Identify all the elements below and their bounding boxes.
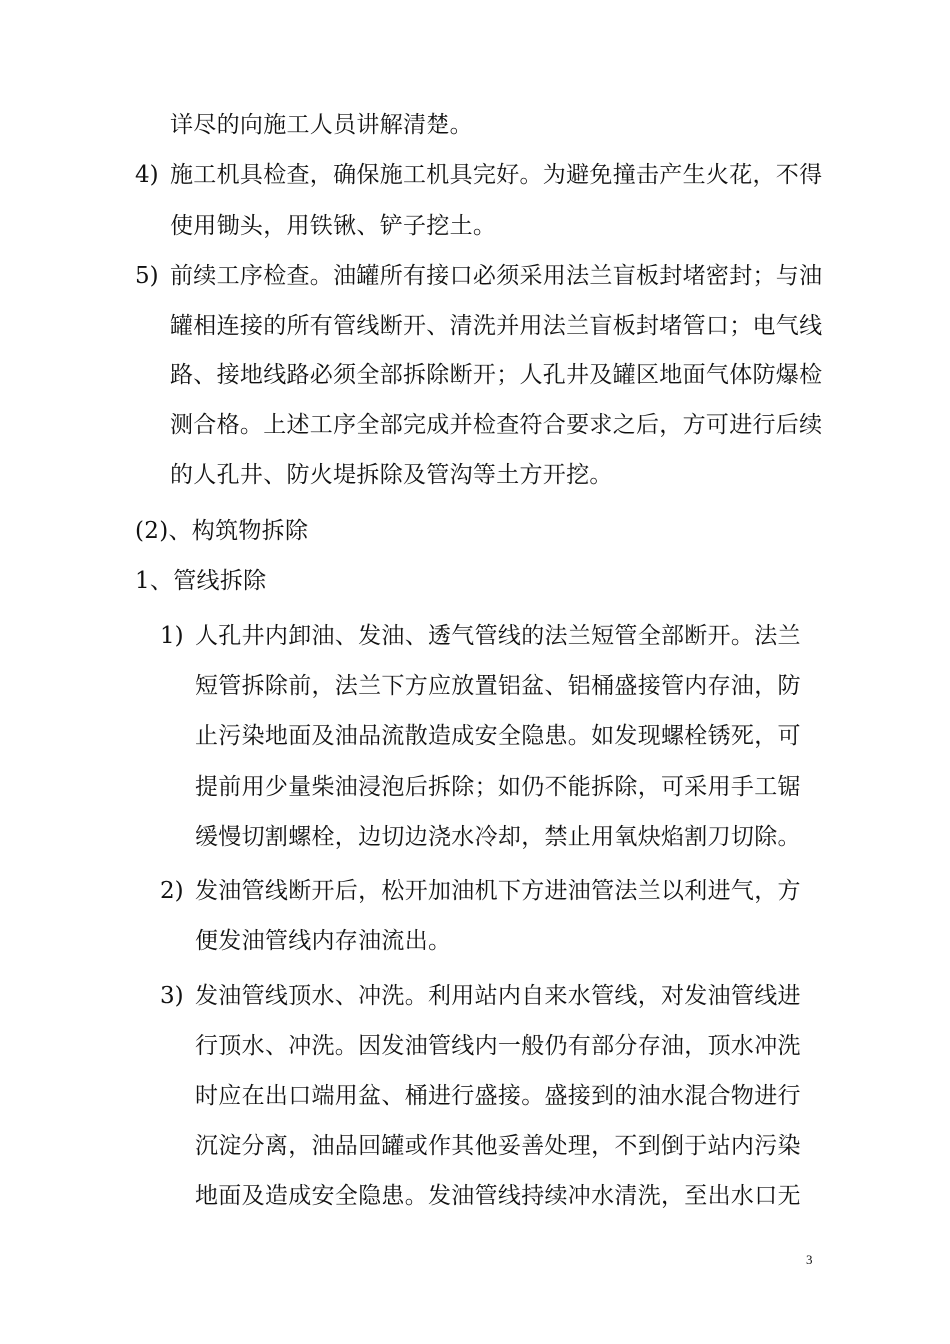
text-line: 罐相连接的所有管线断开、清洗并用法兰盲板封堵管口；电气线 bbox=[170, 313, 823, 339]
text-line: 的人孔井、防火堤拆除及管沟等土方开挖。 bbox=[170, 462, 613, 488]
subsection-heading: 1、管线拆除 bbox=[135, 568, 267, 594]
text-line: 短管拆除前，法兰下方应放置铝盆、铝桶盛接管内存油，防 bbox=[195, 673, 801, 699]
text-line: 详尽的向施工人员讲解清楚。 bbox=[170, 112, 473, 138]
text-line: 施工机具检查，确保施工机具完好。为避免撞击产生火花，不得 bbox=[170, 162, 823, 188]
text-line: 行顶水、冲洗。因发油管线内一般仍有部分存油，顶水冲洗 bbox=[195, 1033, 801, 1059]
list-number: 3) bbox=[160, 983, 184, 1009]
text-line: 提前用少量柴油浸泡后拆除；如仍不能拆除，可采用手工锯 bbox=[195, 774, 801, 800]
text-line: 前续工序检查。油罐所有接口必须采用法兰盲板封堵密封；与油 bbox=[170, 263, 823, 289]
list-number: 2) bbox=[160, 878, 184, 904]
text-line: 使用锄头，用铁锹、铲子挖土。 bbox=[170, 213, 497, 239]
list-number: 4) bbox=[135, 162, 159, 188]
text-line: 发油管线顶水、冲洗。利用站内自来水管线，对发油管线进 bbox=[195, 983, 801, 1009]
list-number: 1) bbox=[160, 623, 184, 649]
section-heading: (2)、构筑物拆除 bbox=[135, 518, 309, 544]
text-line: 止污染地面及油品流散造成安全隐患。如发现螺栓锈死，可 bbox=[195, 723, 801, 749]
text-line: 时应在出口端用盆、桶进行盛接。盛接到的油水混合物进行 bbox=[195, 1083, 801, 1109]
text-line: 测合格。上述工序全部完成并检查符合要求之后，方可进行后续 bbox=[170, 412, 823, 438]
list-number: 5) bbox=[135, 263, 159, 289]
page-number: 3 bbox=[806, 1252, 813, 1267]
text-line: 沉淀分离，油品回罐或作其他妥善处理，不到倒于站内污染 bbox=[195, 1133, 801, 1159]
text-line: 发油管线断开后，松开加油机下方进油管法兰以利进气，方 bbox=[195, 878, 801, 904]
text-line: 人孔井内卸油、发油、透气管线的法兰短管全部断开。法兰 bbox=[195, 623, 801, 649]
text-line: 路、接地线路必须全部拆除断开；人孔井及罐区地面气体防爆检 bbox=[170, 362, 823, 388]
text-line: 便发油管线内存油流出。 bbox=[195, 928, 452, 954]
text-line: 缓慢切割螺栓，边切边浇水冷却，禁止用氧炔焰割刀切除。 bbox=[195, 824, 801, 850]
text-line: 地面及造成安全隐患。发油管线持续冲水清洗，至出水口无 bbox=[195, 1183, 801, 1209]
